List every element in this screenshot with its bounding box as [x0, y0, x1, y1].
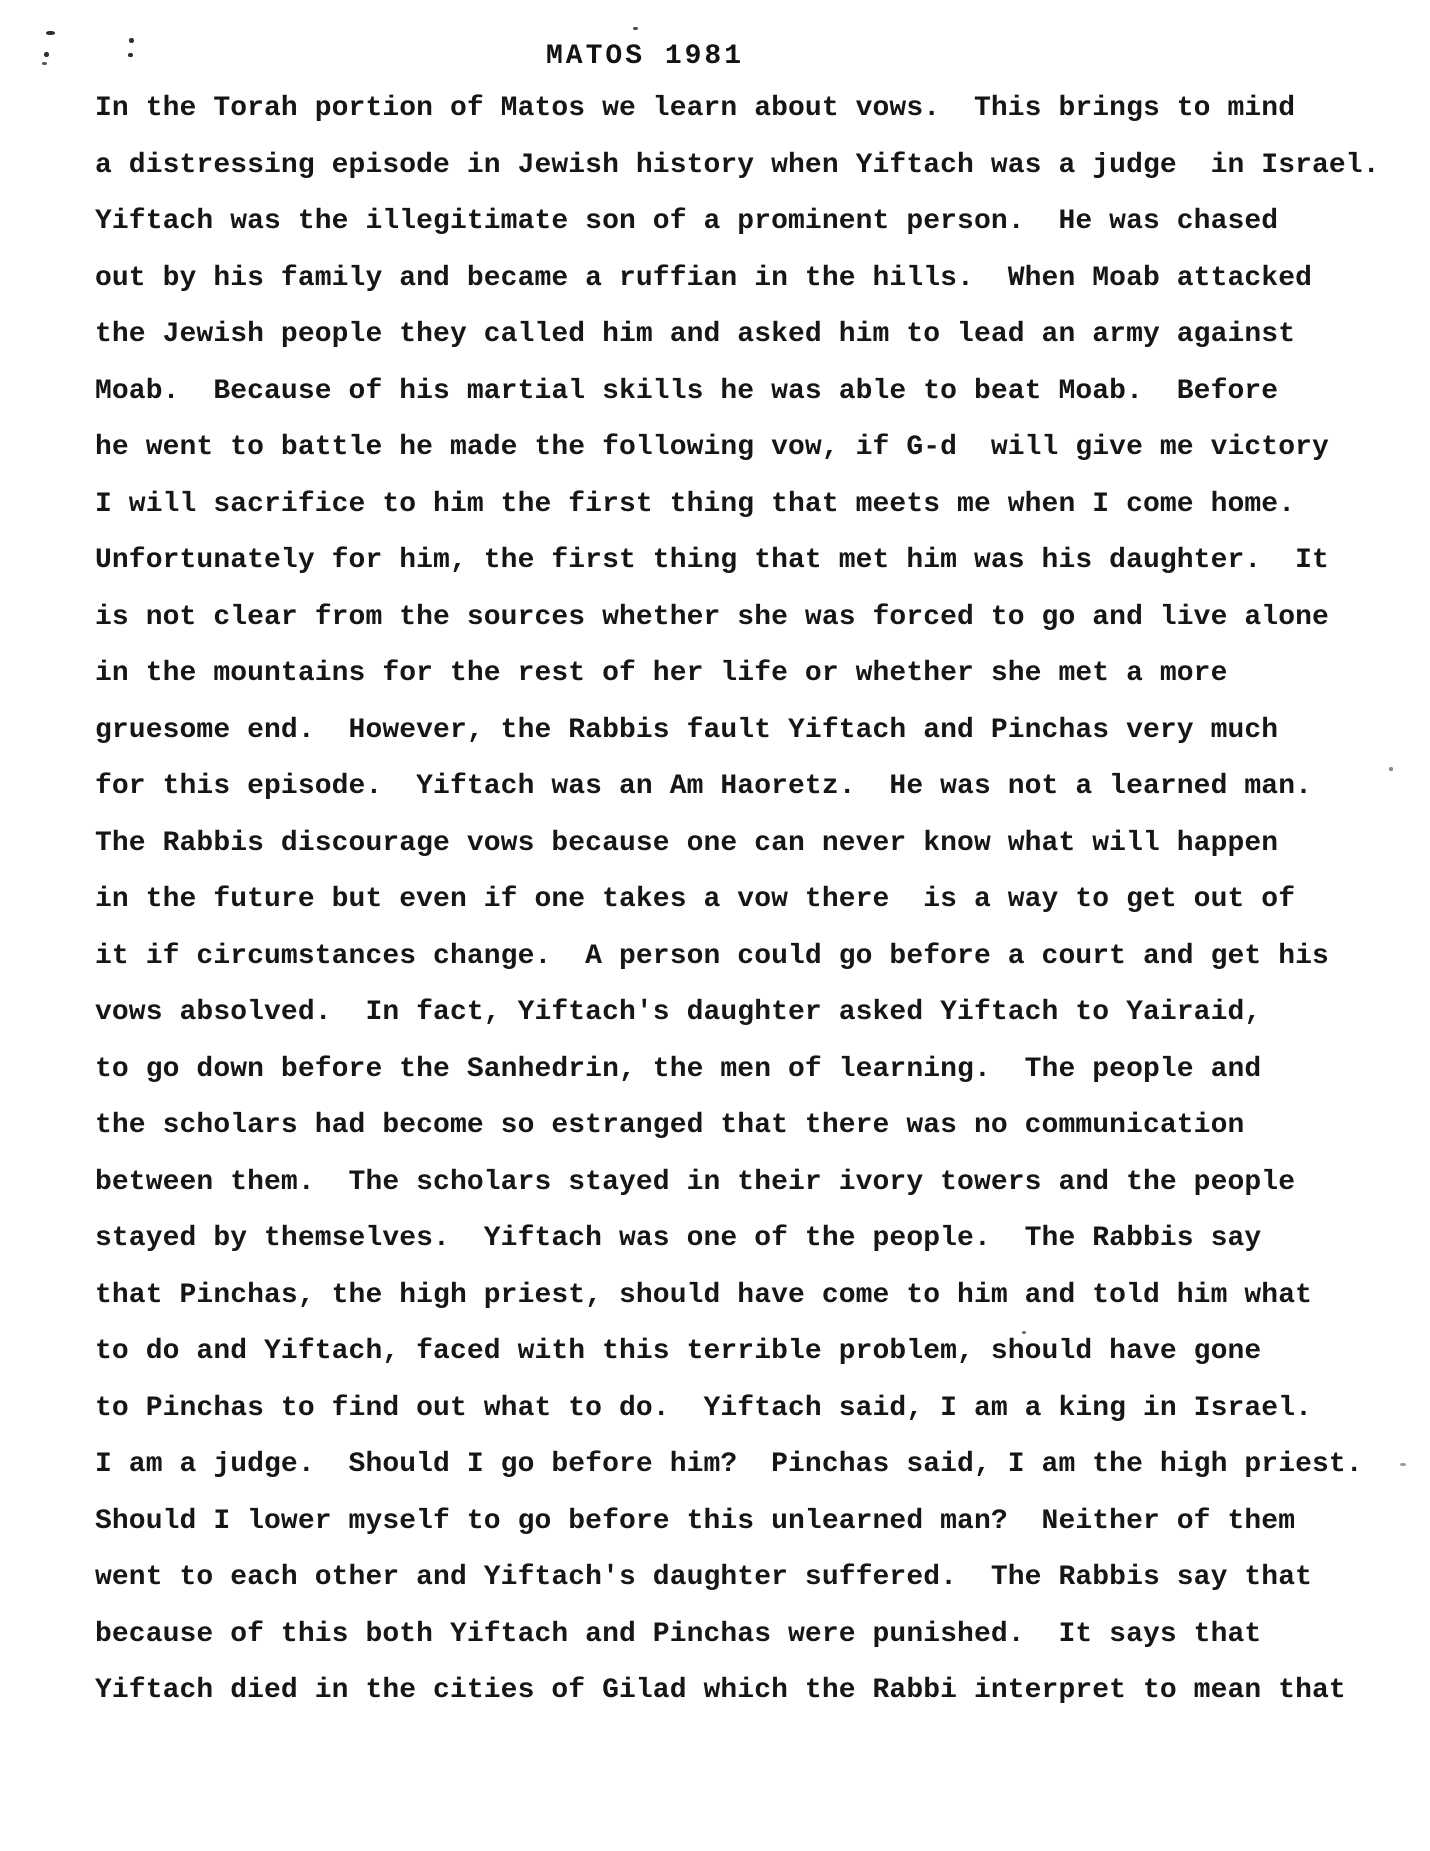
text-line: it if circumstances change. A person could go before a court and get his [95, 940, 1329, 972]
text-line: gruesome end. However, the Rabbis fault Yiftach and Pinchas very much [95, 714, 1279, 746]
text-line: is not clear from the sources whether she was forced to go and live alone [95, 601, 1329, 633]
text-line: between them. The scholars stayed in their ivory towers and the people [95, 1166, 1296, 1198]
text-line: out by his family and became a ruffian in the hills. When Moab attacked [95, 262, 1312, 294]
text-line: went to each other and Yiftach's daughter suffered. The Rabbis say that [95, 1562, 1312, 1593]
text-line: vows absolved. In fact, Yiftach's daughter asked Yiftach to Yairaid, [95, 997, 1262, 1028]
text-line: in the mountains for the rest of her life or whether she met a more [95, 658, 1228, 689]
text-line: to Pinchas to find out what to do. Yiftach said, I am a king in Israel. [95, 1392, 1312, 1424]
text-line: the Jewish people they called him and asked him to lead an army against [95, 319, 1296, 350]
text-line: The Rabbis discourage vows because one can never know what will happen [95, 827, 1279, 859]
scan-artifact [129, 38, 134, 43]
text-line: to go down before the Sanhedrin, the men of learning. The people and [95, 1053, 1262, 1085]
text-line: I am a judge. Should I go before him? Pinchas said, I am the high priest. [95, 1449, 1363, 1480]
scan-artifact [633, 27, 638, 30]
scan-artifact [128, 53, 133, 57]
text-line: for this episode. Yiftach was an Am Haoretz. He was not a learned man. [95, 771, 1312, 802]
text-line: the scholars had become so estranged that there was no communication [95, 1110, 1245, 1141]
text-line: Should I lower myself to go before this unlearned man? Neither of them [95, 1505, 1296, 1537]
text-line: he went to battle he made the following vow, if G-d will give me victory [95, 432, 1329, 463]
text-line: stayed by themselves. Yiftach was one of the people. The Rabbis say [95, 1223, 1262, 1254]
text-line: to do and Yiftach, faced with this terrible problem, should have gone [95, 1336, 1262, 1367]
text-line: Yiftach died in the cities of Gilad which the Rabbi interpret to mean that [95, 1675, 1346, 1706]
text-line: In the Torah portion of Matos we learn about vows. This brings to mind [95, 93, 1296, 124]
text-line: Moab. Because of his martial skills he was able to beat Moab. Before [95, 375, 1279, 407]
scan-artifact [42, 62, 47, 65]
text-line: because of this both Yiftach and Pinchas were punished. It says that [95, 1618, 1262, 1650]
scan-artifact [44, 52, 49, 57]
text-line: I will sacrifice to him the first thing that meets me when I come home. [95, 488, 1296, 520]
text-line: Yiftach was the illegitimate son of a prominent person. He was chased [95, 206, 1279, 237]
text-line: Unfortunately for him, the first thing that met him was his daughter. It [95, 545, 1329, 576]
scan-artifact [46, 31, 55, 35]
text-line: that Pinchas, the high priest, should have come to him and told him what [95, 1279, 1312, 1311]
text-line: in the future but even if one takes a vow there is a way to get out of [95, 884, 1296, 915]
document-body [95, 81, 1415, 1720]
document-title: MATOS 1981 [546, 41, 745, 72]
text-line: a distressing episode in Jewish history when Yiftach was a judge in Israel. [95, 149, 1380, 181]
